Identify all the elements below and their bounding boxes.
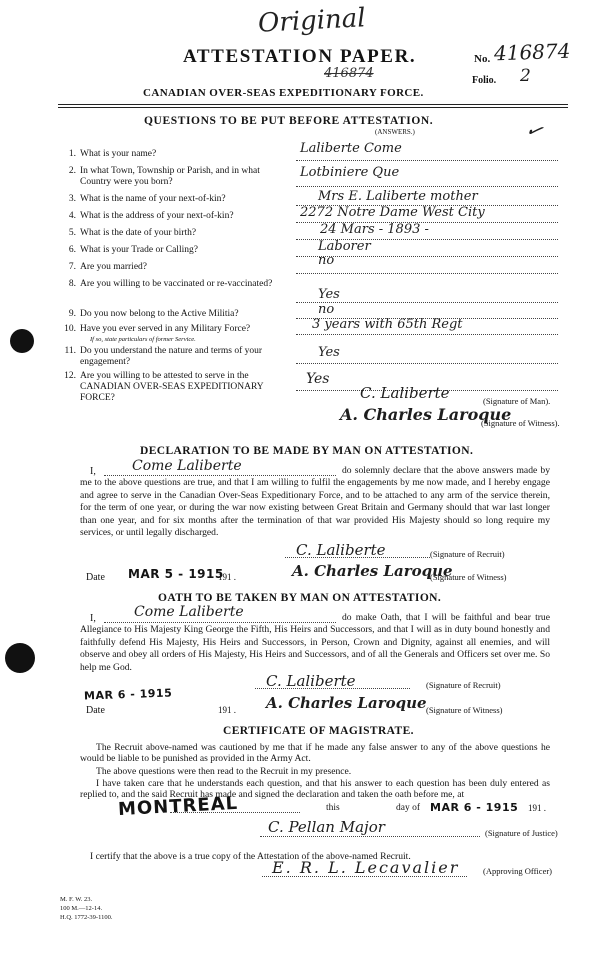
answer-willing-attest: Yes [306,371,330,387]
original-mark: Original [257,3,367,39]
oath-pronoun: I, [90,613,96,624]
man-signature-label: (Signature of Man). [483,396,551,406]
declaration-text [80,465,550,539]
question-text: In what Town, Township or Parish, and in what Country were you born? [80,166,260,187]
oath-name: Come Laliberte [134,604,244,620]
answer-line [296,334,558,335]
oath-witness-signature: A. Charles Laroque [266,694,427,712]
question-text: What is your name? [80,149,157,159]
oath-witness-label: (Signature of Witness) [426,705,503,715]
declaration-witness-signature: A. Charles Laroque [292,562,453,580]
oath-heading: OATH TO BE TAKEN BY MAN ON ATTESTATION. [158,592,442,604]
answer-vaccinated: Yes [318,287,340,302]
declaration-witness-label: (Signature of Witness) [430,572,507,582]
declaration-date-label: Date [86,572,105,583]
magistrate-care-text: I have taken care that he understands each question, and that his answer to each question has been duly entered as replied to, and the said Recruit has made and signed the declaration and taken the oath before me, at [80,778,550,801]
signature-line [260,836,480,837]
footer-hq-code: H.Q. 1772-39-1100. [60,914,113,921]
question-number: 12. [64,371,76,381]
oath-year-suffix: 191 . [218,705,236,715]
binder-hole-top [10,329,34,353]
approving-officer-label: (Approving Officer) [483,866,553,876]
question-text: Have you ever served in any Military Force? [80,324,251,334]
oath-recruit-label: (Signature of Recruit) [426,680,501,690]
folio-label: Folio. [472,75,497,86]
crossed-number: 416874 [324,66,374,81]
question-text: Are you willing to be vaccinated or re-vaccinated? [80,279,273,289]
answer-line [296,186,558,187]
questions-heading: QUESTIONS TO BE PUT BEFORE ATTESTATION. [144,115,434,127]
magistrate-date-stamp: MAR 6 - 1915 [430,801,519,814]
question-number: 1. [68,149,76,159]
questions-witness-label: (Signature of Witness). [481,418,560,428]
answer-next-of-kin: Mrs E. Laliberte mother [318,189,478,204]
number-label: No. [474,53,491,65]
man-signature: C. Laliberte [360,384,450,402]
header-rule-top [58,104,568,105]
question-number: 10. [64,324,76,334]
answer-kin-address: 2272 Notre Dame West City [300,205,485,220]
declaration-pronoun: I, [90,466,96,477]
answer-line [296,256,558,257]
questions-witness-signature: A. Charles Laroque [340,405,512,424]
place-line [170,812,300,813]
answer-militia: no [318,302,335,317]
answer-line [296,302,558,303]
oath-date-label: Date [86,705,105,716]
declaration-recruit-label: (Signature of Recruit) [430,549,505,559]
justice-signature: C. Pellan Major [268,818,385,836]
magistrate-caution-text: The Recruit above-named was cautioned by me that if he made any false answer to any of the above questions he would be liable to be punished as provided in the Army Act. [80,742,550,765]
question-text: What is the name of your next-of-kin? [80,194,226,204]
footer-form-code: M. F. W. 23. [60,896,93,903]
q10-note: If so, state particulars of former Service. [90,336,196,343]
magistrate-place-stamp: MONTREAL [117,792,239,821]
declaration-year-suffix: 191 . [218,572,236,582]
oath-date-stamp: MAR 6 - 1915 [83,686,173,703]
declaration-body: do solemnly declare that the above answers made by me to the above questions are true, and that I am willing to fulfil the engagements by me now made, and I hereby engage and agree to serve in the Canadian Over-Seas Expeditionary Force, and to be attached to any arm of the service therein, for the term of one year, or during the war now existing between Great Britain and Germany should that war last longer than one year, and for six months after the termination of that war provided His Majesty should so long require my services, or until legally discharged. [80,465,550,539]
question-text: Are you married? [80,262,147,272]
answer-birthplace: Lotbiniere Que [300,165,400,180]
declaration-heading: DECLARATION TO BE MADE BY MAN ON ATTESTATION. [140,445,474,457]
magistrate-text-1 [80,742,550,765]
magistrate-day-label: day of [396,803,421,813]
declaration-name: Come Laliberte [132,458,242,474]
declaration-recruit-signature: C. Laliberte [296,541,386,559]
certify-text: I certify that the above is a true copy of the Attestation of the above-named Recruit. [90,851,411,862]
answer-name: Laliberte Come [300,141,402,156]
answer-military-service: 3 years with 65th Regt [312,317,463,332]
question-number: 3. [68,194,76,204]
answer-birth-date: 24 Mars - 1893 - [320,222,429,237]
question-number: 6. [68,245,76,255]
oath-body: do make Oath, that I will be faithful and bear true Allegiance to His Majesty King George the Fifth, His Heirs and Successors, and that I will as in duty bound honestly and faithfully defend His Majesty, His Heirs and Successors, in Person, Crown and Dignity, against all enemies, and will observe and obey all orders of His Majesty, His Heirs and Successors, and of all the Generals and Officers set over me. So help me God. [80,612,550,673]
question-number: 9. [68,309,76,319]
question-number: 4. [68,211,76,221]
magistrate-this-label: this [326,803,340,813]
footer-print-run: 100 M.—12-14. [60,905,103,912]
answers-label: (ANSWERS.) [375,128,415,136]
regimental-number: 416874 [493,38,571,66]
oath-text [80,612,550,674]
question-text: Do you now belong to the Active Militia? [80,309,239,319]
document-subtitle: CANADIAN OVER-SEAS EXPEDITIONARY FORCE. [143,87,424,99]
answer-trade: Laborer [318,239,371,254]
magistrate-year-suffix: 191 . [528,803,546,813]
answer-married: no [318,253,335,268]
question-text: Do you understand the nature and terms of your engagement? [80,346,263,367]
question-text: What is your Trade or Calling? [80,245,198,255]
magistrate-text-2 [80,766,550,777]
answer-line [296,363,558,364]
declaration-date-stamp: MAR 5 - 1915 [128,567,224,581]
oath-recruit-signature: C. Laliberte [266,672,356,690]
question-text: What is the date of your birth? [80,228,197,238]
header-rule-bottom [58,107,568,108]
document-title: ATTESTATION PAPER. [183,46,417,67]
check-mark: ✓ [522,115,547,145]
magistrate-heading: CERTIFICATE OF MAGISTRATE. [223,725,414,737]
answer-line [296,160,558,161]
magistrate-read-text: The above questions were then read to the Recruit in my presence. [96,766,352,777]
signature-line [262,876,467,877]
question-number: 2. [68,166,76,176]
signature-line [255,688,410,689]
answer-understand-terms: Yes [318,345,340,360]
question-text: What is the address of your next-of-kin? [80,211,234,221]
question-number: 8. [68,279,76,289]
approving-officer-signature: E. R. L. Lecavalier [272,858,460,877]
question-text: Are you willing to be attested to serve in the CANADIAN OVER-SEAS EXPEDITIONARY FORCE? [80,371,264,403]
question-number: 7. [68,262,76,272]
justice-signature-label: (Signature of Justice) [485,828,558,838]
signature-line [285,557,430,558]
question-number: 11. [64,346,76,356]
question-number: 5. [68,228,76,238]
folio-value: 2 [520,66,531,86]
answer-line [296,273,558,274]
binder-hole-bottom [5,643,35,673]
